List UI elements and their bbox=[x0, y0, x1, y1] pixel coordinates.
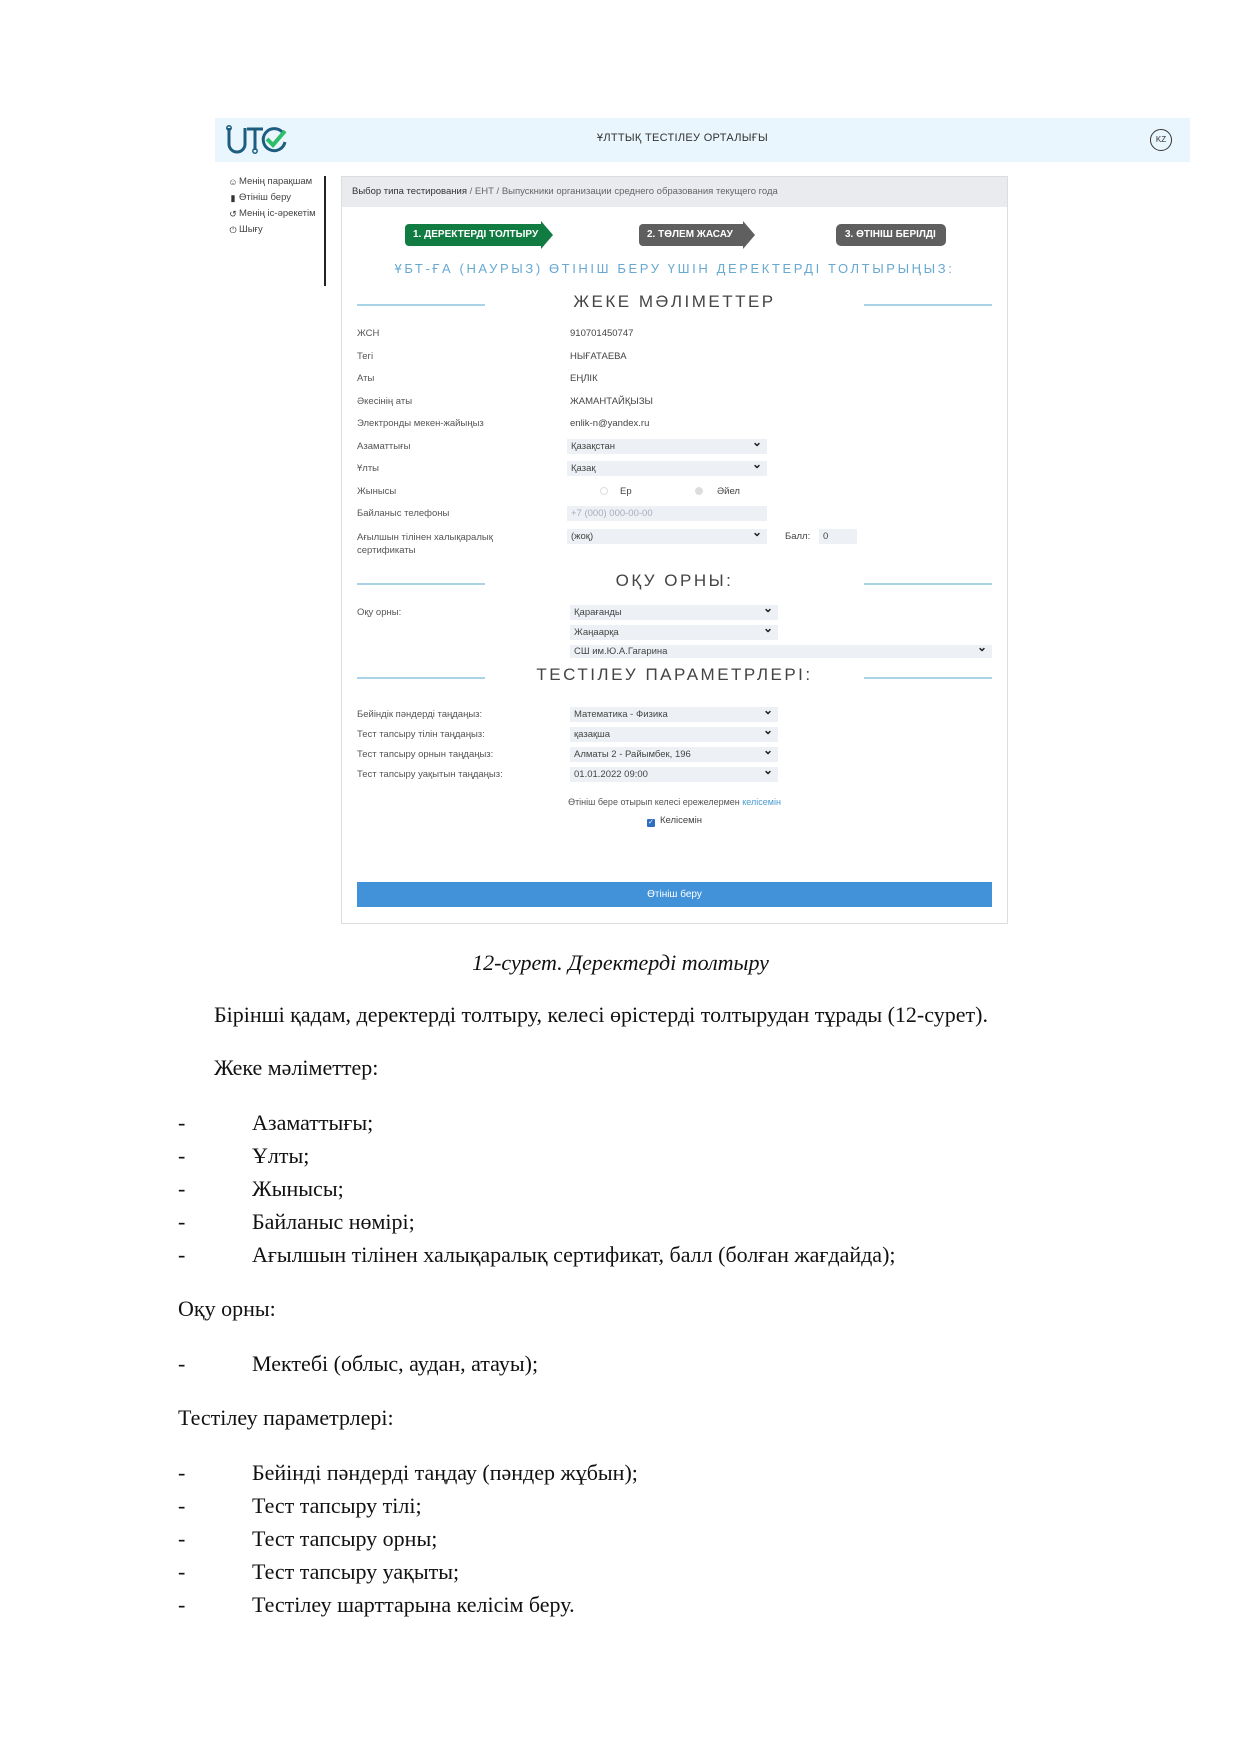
field-label: Тест тапсыру уақытын таңдаңыз: bbox=[357, 768, 503, 780]
field-value: НЫҒАТАЕВА bbox=[570, 350, 627, 362]
field-value: 910701450747 bbox=[570, 328, 634, 339]
field-label: Оқу орны: bbox=[357, 606, 402, 618]
progress-steps bbox=[342, 207, 1007, 251]
form-heading: ҰБТ-ҒА (НАУРЫЗ) ӨТІНІШ БЕРУ ҮШІН ДЕРЕКТЕРДІ ТОЛТЫРЫҢЫЗ: bbox=[394, 261, 955, 276]
top-header bbox=[215, 118, 1190, 162]
field-label: ЖСН bbox=[357, 328, 380, 339]
submit-application-button[interactable]: Өтініш беру bbox=[357, 882, 992, 907]
section-title: ЖЕКЕ МӘЛІМЕТТЕР bbox=[573, 292, 776, 311]
field-label: Электронды мекен-жайыңыз bbox=[357, 418, 484, 429]
nationality-select[interactable]: Қазақ ⌄ bbox=[567, 461, 767, 476]
breadcrumb-item[interactable]: Выбор типа тестирования bbox=[352, 186, 467, 197]
breadcrumb-item[interactable]: ЕНТ bbox=[474, 186, 494, 197]
gender-female-radio[interactable] bbox=[695, 487, 703, 495]
sidebar-item-my-page[interactable] bbox=[227, 176, 317, 188]
agree-checkbox-label: Келісемін bbox=[659, 814, 703, 826]
section-test-params bbox=[342, 657, 1007, 697]
field-test-time bbox=[342, 765, 1007, 785]
field-phone bbox=[342, 504, 1007, 527]
field-test-language bbox=[342, 725, 1007, 745]
sidebar-item-label: Менің парақшам bbox=[239, 176, 313, 187]
region-select[interactable]: Қарағанды ⌄ bbox=[570, 605, 778, 620]
history-icon: ↺ bbox=[229, 209, 237, 219]
params-heading: Тестілеу параметрлері: bbox=[178, 1405, 394, 1430]
divider bbox=[864, 304, 992, 306]
step-fill-data: 1. ДЕРЕКТЕРДІ ТОЛТЫРУ bbox=[405, 224, 541, 246]
agreement-sentence: Өтініш бере отырып келесі ережелермен bbox=[568, 796, 743, 807]
field-label: Аты bbox=[357, 373, 375, 384]
step-submitted: 3. ӨТІНІШ БЕРІЛДІ bbox=[836, 224, 946, 246]
agree-checkbox[interactable]: ✓ bbox=[648, 818, 654, 826]
sidebar-divider bbox=[324, 176, 326, 286]
citizenship-select[interactable]: Қазақстан ⌄ bbox=[567, 439, 767, 454]
document-icon: ▮ bbox=[230, 193, 236, 203]
test-time-select[interactable]: 01.01.2022 09:00 ⌄ bbox=[570, 767, 778, 782]
breadcrumb bbox=[342, 177, 1007, 207]
field-label: Тест тапсыру орнын таңдаңыз: bbox=[357, 748, 494, 760]
field-iin bbox=[342, 324, 1007, 347]
field-label: Жынысы bbox=[357, 485, 397, 497]
field-study-school bbox=[342, 643, 1007, 657]
field-label: Тегі bbox=[357, 350, 374, 362]
figure-caption: 12-сурет. Деректерді толтыру bbox=[472, 950, 769, 975]
school-select[interactable]: СШ им.Ю.А.Гагарина ⌄ bbox=[570, 645, 992, 658]
section-title: ТЕСТІЛЕУ ПАРАМЕТРЛЕРІ: bbox=[536, 664, 813, 684]
field-label: Бейіндік пәндерді таңдаңыз: bbox=[357, 708, 483, 720]
field-name bbox=[342, 369, 1007, 392]
personal-heading: Жеке мәліметтер: bbox=[214, 1055, 379, 1080]
terms-link[interactable]: келісемін bbox=[742, 796, 781, 807]
score-input[interactable]: 0 bbox=[819, 529, 857, 544]
field-study-region bbox=[342, 603, 1007, 623]
field-label: Азаматтығы bbox=[357, 440, 411, 452]
user-icon: ☺ bbox=[228, 177, 238, 187]
sidebar-item-label: Өтініш беру bbox=[239, 192, 292, 203]
phone-input[interactable]: +7 (000) 000-00-00 bbox=[567, 506, 767, 521]
field-gender bbox=[342, 482, 1007, 505]
field-value: ЕҢЛІК bbox=[570, 373, 598, 384]
breadcrumb-item: Выпускники организации среднего образования текущего года bbox=[501, 186, 778, 197]
study-heading: Оқу орны: bbox=[178, 1296, 276, 1321]
application-form-panel bbox=[341, 176, 1008, 924]
breadcrumb-separator: / bbox=[469, 186, 473, 197]
divider bbox=[864, 583, 992, 585]
field-label: Ағылшын тілінен халықаралық сертификаты bbox=[357, 531, 493, 556]
gender-male-radio[interactable] bbox=[600, 487, 608, 495]
section-title: ОҚУ ОРНЫ: bbox=[615, 570, 734, 590]
field-citizenship bbox=[342, 437, 1007, 460]
agree-checkbox-row[interactable] bbox=[342, 815, 1007, 827]
gender-male-label: Ер bbox=[620, 485, 632, 497]
field-value: ЖАМАНТАЙҚЫЗЫ bbox=[570, 395, 653, 407]
score-label: Балл: bbox=[785, 530, 811, 542]
field-subjects bbox=[342, 705, 1007, 725]
sidebar bbox=[227, 176, 317, 240]
field-surname bbox=[342, 347, 1007, 370]
sidebar-item-label: Шығу bbox=[239, 224, 263, 235]
intro-paragraph: Бірінші қадам, деректерді толтыру, келесі өрістерді толтырудан тұрады (12-сурет). bbox=[214, 1002, 988, 1027]
sidebar-item-logout[interactable] bbox=[227, 224, 317, 236]
subjects-select[interactable]: Математика - Физика ⌄ bbox=[570, 707, 778, 722]
screenshot-figure bbox=[215, 118, 1190, 924]
test-location-select[interactable]: Алматы 2 - Райымбек, 196 ⌄ bbox=[570, 747, 778, 762]
field-study-district bbox=[342, 623, 1007, 643]
test-language-select[interactable]: қазақша ⌄ bbox=[570, 727, 778, 742]
agreement-text bbox=[342, 797, 1007, 807]
district-select[interactable]: Жаңаарқа ⌄ bbox=[570, 625, 778, 640]
certificate-select[interactable]: (жоқ) ⌄ bbox=[567, 529, 767, 544]
field-nationality bbox=[342, 459, 1007, 482]
sidebar-item-apply[interactable] bbox=[227, 192, 317, 204]
step-payment: 2. ТӨЛЕМ ЖАСАУ bbox=[639, 224, 743, 246]
field-label: Ұлты bbox=[357, 463, 380, 474]
field-label: Байланыс телефоны bbox=[357, 508, 450, 519]
field-certificate bbox=[342, 527, 1007, 563]
section-personal bbox=[342, 284, 1007, 324]
field-label: Әкесінің аты bbox=[357, 395, 413, 407]
language-switch[interactable]: KZ bbox=[1150, 129, 1172, 151]
field-patronymic bbox=[342, 392, 1007, 415]
sidebar-item-label: Менің іс-әрекетім bbox=[239, 208, 316, 219]
section-study-place bbox=[342, 563, 1007, 603]
power-icon: ⏻ bbox=[229, 225, 237, 235]
field-value: enlik-n@yandex.ru bbox=[570, 418, 650, 429]
field-email bbox=[342, 414, 1007, 437]
field-label: Тест тапсыру тілін таңдаңыз: bbox=[357, 728, 485, 740]
breadcrumb-separator: / bbox=[496, 186, 500, 197]
org-title: ҰЛТТЫҚ ТЕСТІЛЕУ ОРТАЛЫҒЫ bbox=[596, 132, 769, 144]
sidebar-item-activity[interactable] bbox=[227, 208, 317, 220]
gender-female-label: Әйел bbox=[717, 485, 740, 497]
field-test-location bbox=[342, 745, 1007, 765]
divider bbox=[864, 677, 992, 679]
